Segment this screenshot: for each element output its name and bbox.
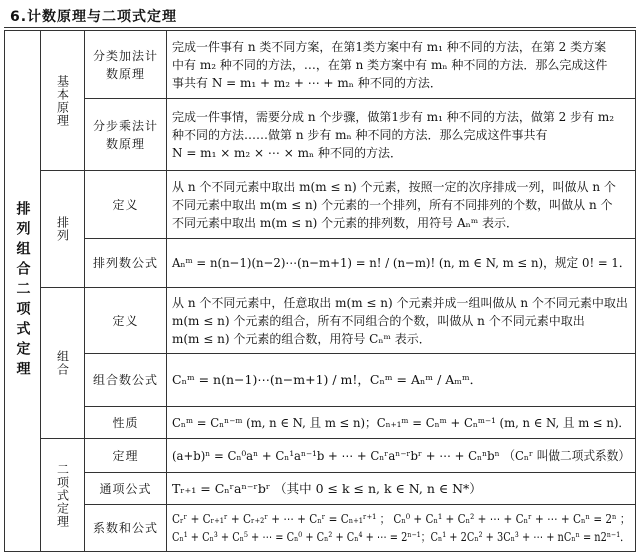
coefficient-sum-line: Cᵣʳ + Cᵣ₊₁ʳ + Cᵣ₊₂ʳ + ⋯ + Cₙʳ = Cₙ₊₁ʳ⁺¹ ； Cₙ⁰ + Cₙ¹ + Cₙ² + ⋯ + Cₙʳ + ⋯ + Cₙⁿ = 2ⁿ ； — [172, 511, 631, 527]
definition-cell — [167, 99, 636, 171]
general-term-formula: Tᵣ₊₁ = Cₙʳaⁿ⁻ʳbʳ （其中 0 ≤ k ≤ n, k ∈ N, n ∈ N*） — [172, 480, 482, 496]
text-line: 事共有 N = m₁ + m₂ + ⋯ + mₙ 种不同的方法． — [172, 75, 442, 90]
binomial-expansion: (a+b)ⁿ = Cₙ⁰aⁿ + Cₙ¹aⁿ⁻¹b + ⋯ + Cₙʳaⁿ⁻ʳbʳ + ⋯ + Cₙⁿbⁿ （Cₙʳ 叫做二项式系数） — [172, 447, 631, 463]
term-general-term: 通项公式 — [85, 473, 167, 505]
table-row — [5, 354, 636, 407]
formula-cell — [167, 473, 636, 505]
text-line: 不同元素中取出 m(m ≤ n) 个元素的排列数，用符号 Aₙᵐ 表示． — [172, 215, 519, 230]
combination-formula: Cₙᵐ = n(n−1)⋯(n−m+1) / m!，Cₙᵐ = Aₙᵐ / Aₘᵐ． — [172, 372, 483, 388]
term-coefficient-sum: 系数和公式 — [85, 505, 167, 552]
table-row — [5, 473, 636, 505]
term-classification-principle: 分类加法计数原理 — [85, 31, 167, 99]
term-multiplication-principle: 分步乘法计数原理 — [85, 99, 167, 171]
text-line: 完成一件事情，需要分成 n 个步骤，做第1步有 m₁ 种不同的方法，做第 2 步有 m₂ — [172, 109, 615, 124]
category-combination: 组合 — [41, 288, 85, 439]
text-line: 从 n 个不同元素中取出 m(m ≤ n) 个元素，按照一定的次序排成一列，叫做从 n 个 — [172, 179, 616, 194]
combination-property: Cₙᵐ = Cₙⁿ⁻ᵐ (m, n ∈ N, 且 m ≤ n)；Cₙ₊₁ᵐ = Cₙᵐ + Cₙᵐ⁻¹ (m, n ∈ N, 且 m ≤ n)． — [172, 414, 631, 430]
table-row — [5, 407, 636, 439]
text-line: 完成一件事有 n 类不同方案，在第1类方案中有 m₁ 种不同的方法，在第 2 类方案 — [172, 39, 607, 54]
formula-cell — [167, 354, 636, 407]
formula-cell — [167, 505, 636, 552]
term-combination-definition: 定义 — [85, 288, 167, 354]
table-row — [5, 99, 636, 171]
formula-cell — [167, 239, 636, 288]
formula-table — [4, 30, 636, 552]
category-permutation: 排列 — [41, 171, 85, 288]
text-line: 中有 m₂ 种不同的方法，…，在第 n 类方案中有 mₙ 种不同的方法．那么完成这件 — [172, 57, 608, 72]
term-combination-formula: 组合数公式 — [85, 354, 167, 407]
definition-cell — [167, 288, 636, 354]
definition-cell — [167, 31, 636, 99]
term-permutation-formula: 排列数公式 — [85, 239, 167, 288]
formula-cell — [167, 439, 636, 473]
text-line: m(m ≤ n) 个元素的组合，所有不同组合的个数，叫做从 n 个不同元素中取出 — [172, 313, 585, 328]
text-line: 从 n 个不同元素中，任意取出 m(m ≤ n) 个元素并成一组叫做从 n 个不同元素中取出 — [172, 295, 628, 310]
text-line: m(m ≤ n) 个元素的组合数，用符号 Cₙᵐ 表示． — [172, 331, 431, 346]
table-row — [5, 171, 636, 239]
formula-cell — [167, 407, 636, 439]
definition-cell — [167, 171, 636, 239]
table-row — [5, 288, 636, 354]
term-binomial-theorem: 定理 — [85, 439, 167, 473]
text-line: N = m₁ × m₂ × ⋯ × mₙ 种不同的方法． — [172, 145, 402, 160]
permutation-formula: Aₙᵐ = n(n−1)(n−2)⋯(n−m+1) = n! / (n−m)! (n, m ∈ N, m ≤ n)，规定 0! = 1． — [172, 255, 631, 271]
term-permutation-definition: 定义 — [85, 171, 167, 239]
section-title: 6.计数原理与二项式定理 — [10, 9, 178, 25]
table-row — [5, 505, 636, 552]
coefficient-sum-line: Cₙ¹ + Cₙ³ + Cₙ⁵ + ⋯ = Cₙ⁰ + Cₙ² + Cₙ⁴ + ⋯ = 2ⁿ⁻¹；Cₙ¹ + 2Cₙ² + 3Cₙ³ + ⋯ + nCₙⁿ = n2ⁿ⁻¹． — [172, 529, 630, 545]
table-row — [5, 239, 636, 288]
table-row — [5, 31, 636, 99]
category-binomial: 二项式定理 — [41, 439, 85, 552]
term-combination-property: 性质 — [85, 407, 167, 439]
text-line: 不同元素中取出 m(m ≤ n) 个元素的一个排列，所有不同排列的个数，叫做从 n 个 — [172, 197, 613, 212]
category-basic: 基本原理 — [41, 31, 85, 171]
table-row — [5, 439, 636, 473]
text-line: 种不同的方法……做第 n 步有 mₙ 种不同的方法．那么完成这件事共有 — [172, 127, 548, 142]
section-header — [4, 3, 636, 28]
main-category-cell: 排列组合二项式定理 — [5, 31, 41, 552]
